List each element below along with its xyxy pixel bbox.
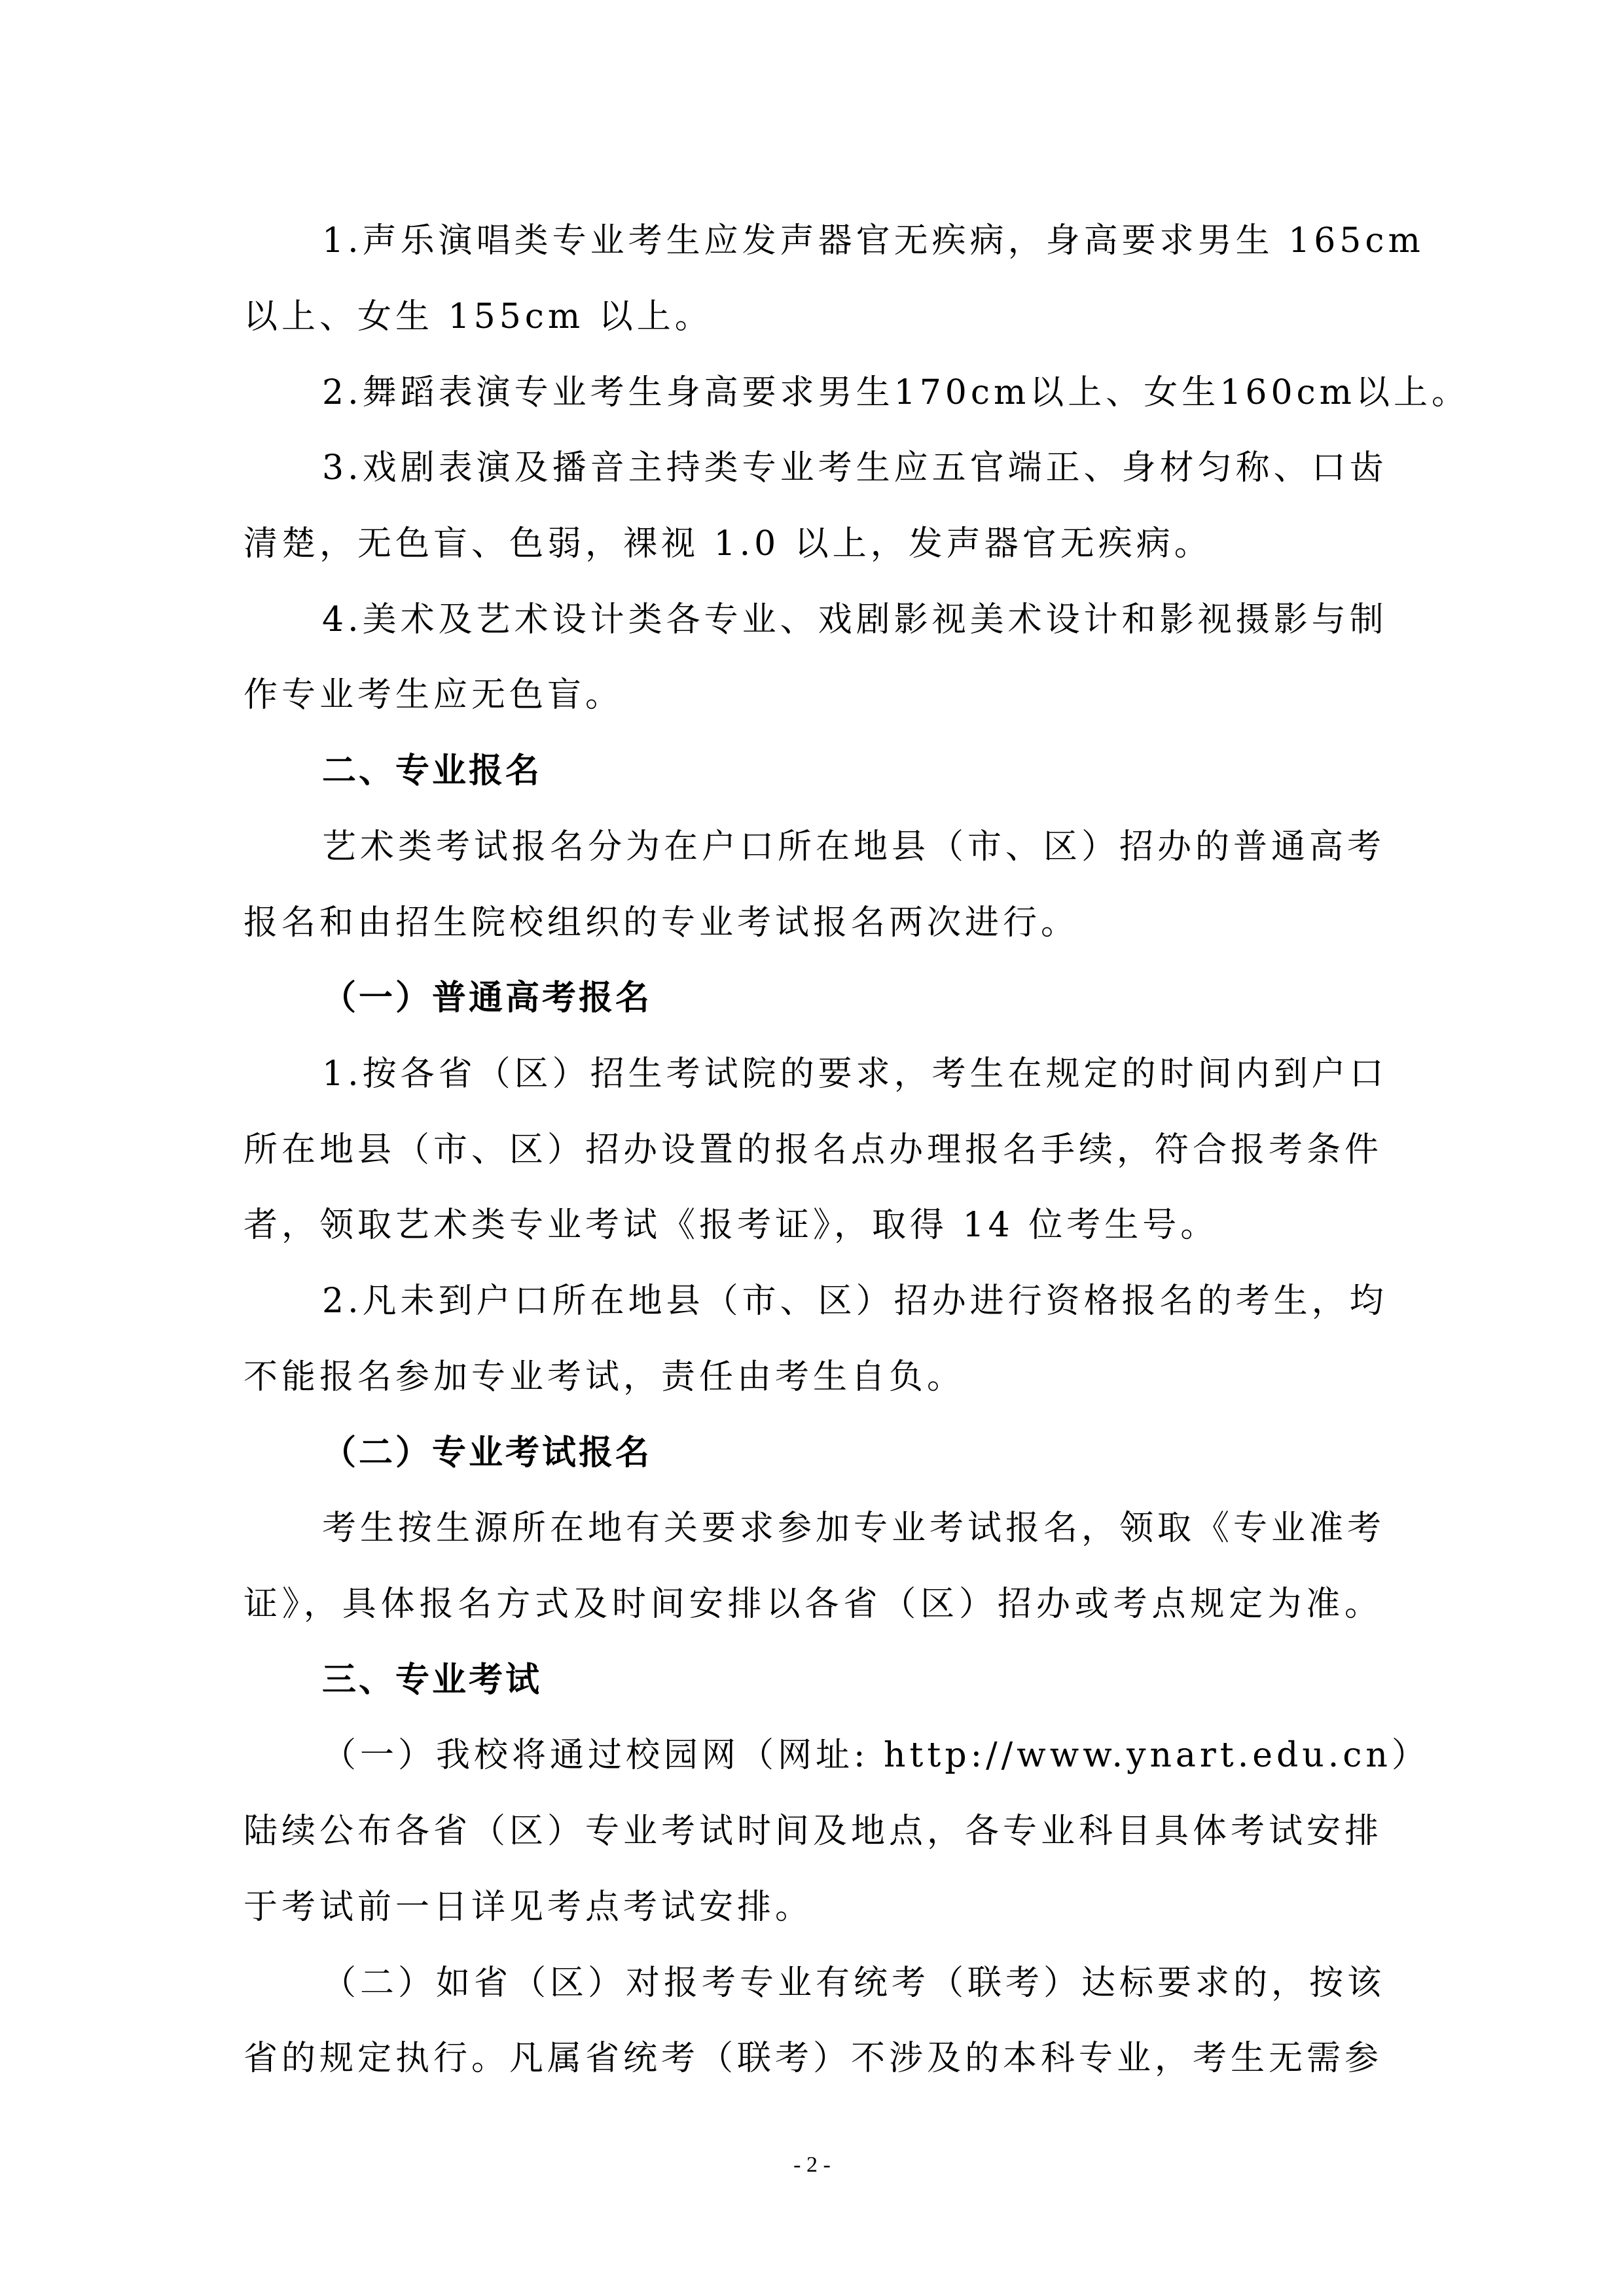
paragraph-line: 1.声乐演唱类专业考生应发声器官无疾病，身高要求男生 165cm [322, 221, 1424, 260]
paragraph-line: 证》，具体报名方式及时间安排以各省（区）招办或考点规定为准。 [244, 1585, 1382, 1624]
section-heading: 三、专业考试 [322, 1660, 543, 1700]
paragraph-line: 报名和由招生院校组织的专业考试报名两次进行。 [244, 903, 1079, 942]
page-number: - 2 - [793, 2153, 831, 2177]
paragraph-line: 不能报名参加专业考试，责任由考生自负。 [244, 1357, 965, 1397]
paragraph-line: 所在地县（市、区）招办设置的报名点办理报名手续，符合报考条件 [244, 1130, 1383, 1170]
paragraph-line: 2.凡未到户口所在地县（市、区）招办进行资格报名的考生，均 [322, 1282, 1388, 1321]
paragraph-line: 4.美术及艺术设计类各专业、戏剧影视美术设计和影视摄影与制 [322, 600, 1388, 639]
paragraph-line: 于考试前一日详见考点考试安排。 [244, 1888, 814, 1927]
subsection-heading: （二）专业考试报名 [322, 1433, 653, 1473]
paragraph-line: 者，领取艺术类专业考试《报考证》，取得 14 位考生号。 [244, 1206, 1219, 1245]
paragraph-line: 以上、女生 155cm 以上。 [244, 297, 713, 336]
paragraph-line: 艺术类考试报名分为在户口所在地县（市、区）招办的普通高考 [322, 827, 1386, 867]
paragraph-line: 1.按各省（区）招生考试院的要求，考生在规定的时间内到户口 [322, 1054, 1388, 1094]
paragraph-line: 3.戏剧表演及播音主持类专业考生应五官端正、身材匀称、口齿 [322, 448, 1388, 488]
paragraph-line: 作专业考生应无色盲。 [244, 675, 624, 715]
paragraph-line: 清楚，无色盲、色弱，裸视 1.0 以上，发声器官无疾病。 [244, 524, 1212, 564]
section-heading: 二、专业报名 [322, 751, 543, 791]
paragraph-line: 省的规定执行。凡属省统考（联考）不涉及的本科专业，考生无需参 [244, 2039, 1383, 2078]
paragraph-line: （二）如省（区）对报考专业有统考（联考）达标要求的，按该 [322, 1964, 1386, 2003]
paragraph-line: （一）我校将通过校园网（网址: http://www.ynart.edu.cn） [322, 1736, 1430, 1775]
paragraph-line: 2.舞蹈表演专业考生身高要求男生170cm以上、女生160cm以上。 [322, 373, 1470, 412]
paragraph-line: 陆续公布各省（区）专业考试时间及地点，各专业科目具体考试安排 [244, 1812, 1383, 1851]
paragraph-line: 考生按生源所在地有关要求参加专业考试报名，领取《专业准考 [322, 1509, 1386, 1548]
subsection-heading: （一）普通高考报名 [322, 978, 653, 1018]
